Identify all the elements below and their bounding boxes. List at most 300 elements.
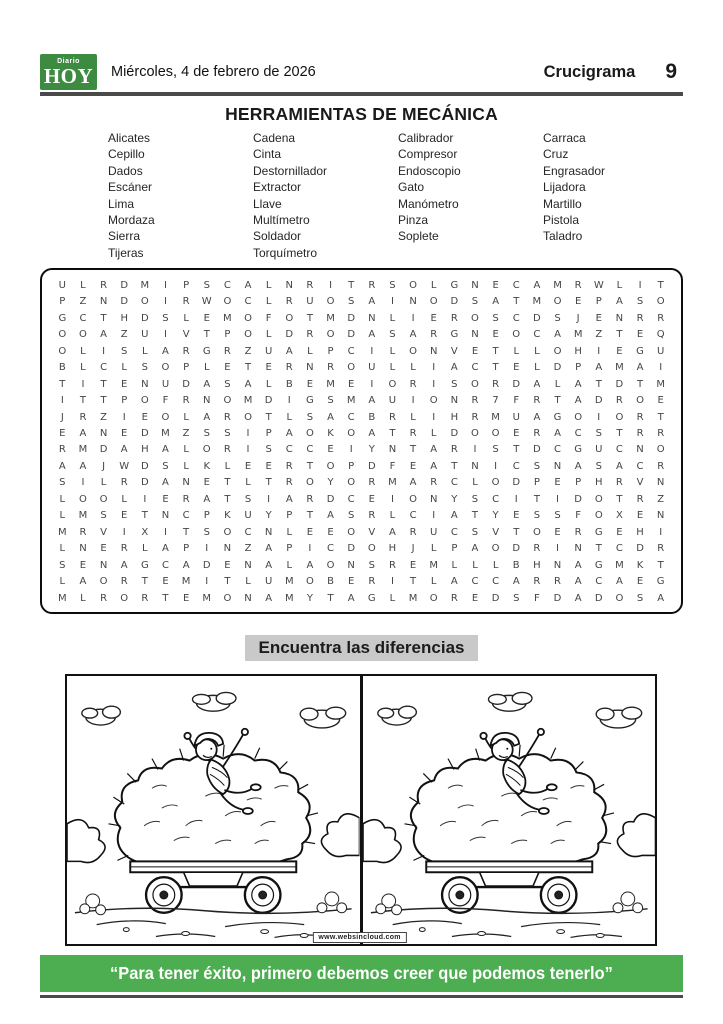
grid-letter: A [657, 592, 665, 604]
grid-letter: F [533, 592, 540, 604]
grid-letter: L [430, 543, 437, 555]
difference-panel-left [65, 674, 362, 946]
grid-letter: S [59, 477, 66, 489]
grid-letter: G [202, 345, 211, 357]
grid-letter: D [120, 296, 129, 308]
grid-letter: I [122, 526, 126, 538]
grid-letter: L [80, 362, 86, 374]
grid-letter: G [367, 592, 376, 604]
word-item: Gato [398, 180, 425, 195]
grid-letter: C [492, 493, 500, 505]
grid-letter: F [265, 312, 272, 324]
grid-letter: A [368, 296, 376, 308]
grid-letter: S [162, 460, 169, 472]
grid-letter: R [492, 378, 500, 390]
grid-letter: I [370, 345, 374, 357]
grid-letter: T [183, 526, 190, 538]
grid-letter: A [58, 460, 66, 472]
grid-letter: S [224, 428, 231, 440]
grid-letter: R [306, 493, 314, 505]
grid-letter: E [574, 296, 582, 308]
grid-letter: S [141, 362, 149, 374]
grid-letter: 7 [492, 395, 499, 407]
grid-letter: I [349, 444, 353, 456]
grid-letter: R [430, 477, 438, 489]
grid-letter: N [388, 444, 397, 456]
word-item: Sierra [108, 229, 141, 244]
grid-letter: T [244, 362, 252, 374]
grid-letter: I [81, 477, 85, 489]
word-item: Lijadora [543, 180, 586, 195]
word-column [543, 130, 688, 261]
grid-letter: L [534, 345, 540, 357]
grid-letter: T [79, 395, 86, 407]
grid-letter: L [265, 296, 272, 308]
grid-letter: A [120, 559, 128, 571]
grid-letter: M [78, 510, 88, 522]
grid-letter: M [202, 592, 212, 604]
grid-letter: O [615, 592, 624, 604]
word-item: Llave [253, 196, 282, 211]
grid-letter: T [224, 576, 231, 588]
grid-letter: O [223, 526, 232, 538]
grid-letter: R [533, 395, 541, 407]
grid-letter: I [390, 296, 394, 308]
grid-letter: A [595, 362, 603, 374]
grid-letter: D [347, 312, 356, 324]
falling-hay-cart-illustration [67, 676, 360, 944]
grid-letter: L [534, 362, 540, 374]
grid-letter: B [512, 559, 520, 571]
grid-letter: H [636, 526, 644, 538]
grid-letter: C [161, 559, 169, 571]
grid-letter: A [244, 378, 252, 390]
grid-letter: R [636, 428, 644, 440]
grid-letter: O [491, 477, 500, 489]
grid-letter: L [389, 362, 396, 374]
grid-letter: D [512, 378, 521, 390]
grid-letter: E [203, 312, 210, 324]
grid-letter: A [203, 411, 211, 423]
grid-letter: U [244, 510, 252, 522]
grid-letter: O [99, 493, 108, 505]
grid-letter: E [513, 362, 520, 374]
grid-letter: I [122, 411, 126, 423]
word-item: Tijeras [108, 245, 144, 260]
grid-letter: A [450, 510, 458, 522]
grid-letter: T [410, 444, 417, 456]
grid-letter: Z [657, 493, 665, 505]
grid-letter: U [264, 576, 273, 588]
grid-letter: H [120, 312, 128, 324]
word-item: Dados [108, 163, 143, 178]
word-item: Cruz [543, 147, 569, 162]
grid-letter: T [389, 428, 396, 440]
grid-letter: A [450, 576, 458, 588]
grid-letter: T [595, 543, 602, 555]
grid-letter: C [306, 444, 314, 456]
grid-letter: G [450, 279, 459, 291]
grid-letter: N [203, 395, 211, 407]
grid-letter: L [183, 312, 189, 324]
grid-letter: L [183, 411, 189, 423]
grid-letter: T [348, 279, 355, 291]
grid-letter: O [409, 493, 418, 505]
grid-letter: A [285, 428, 293, 440]
grid-letter: S [636, 592, 644, 604]
grid-letter: O [388, 378, 397, 390]
grid-letter: A [574, 576, 582, 588]
grid-letter: E [471, 592, 479, 604]
word-item: Cinta [253, 147, 282, 162]
grid-letter: R [285, 460, 293, 472]
grid-letter: M [326, 312, 335, 324]
grid-letter: O [574, 411, 583, 423]
grid-letter: O [79, 493, 87, 505]
grid-letter: R [430, 329, 438, 341]
grid-letter: L [616, 279, 623, 291]
grid-letter: C [471, 362, 479, 374]
grid-letter: U [58, 279, 66, 291]
grid-letter: D [594, 395, 603, 407]
grid-letter: R [554, 576, 561, 588]
grid-letter: V [636, 477, 644, 489]
grid-letter: O [532, 526, 541, 538]
grid-letter: L [307, 345, 313, 357]
grid-letter: V [182, 329, 190, 341]
grid-letter: U [368, 362, 376, 374]
grid-letter: I [556, 543, 559, 555]
grid-letter: W [119, 460, 130, 472]
grid-letter: B [285, 378, 293, 390]
grid-letter: X [615, 510, 623, 522]
grid-letter: R [471, 395, 479, 407]
grid-letter: E [595, 312, 602, 324]
grid-letter: C [492, 576, 500, 588]
grid-letter: E [430, 312, 437, 324]
grid-letter: E [182, 592, 190, 604]
grid-letter: P [183, 362, 190, 374]
grid-letter: C [636, 460, 644, 472]
grid-letter: D [367, 460, 376, 472]
grid-letter: M [615, 362, 624, 374]
grid-letter: E [79, 559, 87, 571]
grid-letter: T [100, 312, 107, 324]
grid-letter: N [161, 510, 170, 522]
word-column [253, 130, 398, 261]
word-item: Carraca [543, 131, 586, 145]
grid-letter: U [430, 526, 438, 538]
grid-letter: A [79, 576, 87, 588]
grid-letter: I [246, 444, 250, 456]
grid-letter: E [554, 526, 561, 538]
grid-letter: A [450, 362, 458, 374]
grid-letter: N [79, 543, 87, 555]
grid-letter: O [79, 329, 87, 341]
logo-hoy-text: HOY [43, 63, 94, 88]
grid-letter: O [367, 543, 376, 555]
grid-letter: A [574, 378, 582, 390]
grid-letter: M [553, 279, 562, 291]
grid-letter: S [203, 526, 210, 538]
grid-letter: O [161, 411, 170, 423]
grid-letter: Z [244, 543, 252, 555]
grid-letter: C [533, 329, 541, 341]
grid-letter: S [389, 329, 396, 341]
grid-letter: O [244, 312, 252, 324]
word-item: Taladro [543, 229, 583, 244]
grid-letter: O [305, 428, 314, 440]
grid-letter: L [80, 592, 86, 604]
grid-letter: D [140, 460, 149, 472]
grid-letter: L [203, 362, 210, 374]
grid-letter: E [327, 444, 334, 456]
grid-letter: R [182, 296, 190, 308]
grid-letter: D [120, 279, 129, 291]
diario-hoy-logo [40, 54, 97, 90]
word-item: Compresor [398, 147, 458, 162]
grid-letter: E [265, 362, 272, 374]
grid-letter: I [287, 395, 291, 407]
grid-letter: U [306, 296, 314, 308]
grid-letter: C [347, 493, 355, 505]
grid-letter: I [473, 444, 477, 456]
grid-letter: V [450, 345, 458, 357]
word-item: Endoscopio [398, 163, 461, 178]
word-item: Multímetro [253, 213, 310, 228]
word-item: Engrasador [543, 163, 606, 178]
grid-letter: S [471, 296, 479, 308]
grid-letter: N [223, 543, 232, 555]
grid-letter: D [202, 559, 211, 571]
grid-letter: P [451, 543, 458, 555]
grid-letter: R [285, 477, 293, 489]
grid-letter: R [615, 395, 623, 407]
grid-letter: I [659, 362, 663, 374]
grid-letter: R [657, 460, 665, 472]
grid-letter: E [409, 460, 417, 472]
grid-letter: E [265, 460, 272, 472]
grid-letter: T [492, 345, 499, 357]
grid-letter: R [120, 543, 128, 555]
grid-letter: O [58, 345, 67, 357]
grid-letter: U [161, 378, 170, 390]
grid-letter: L [80, 345, 86, 357]
grid-letter: S [554, 312, 561, 324]
grid-letter: Y [451, 493, 458, 505]
grid-letter: I [411, 395, 415, 407]
grid-letter: I [432, 411, 436, 423]
grid-letter: Z [595, 329, 603, 341]
grid-letter: L [389, 592, 396, 604]
grid-letter: M [243, 395, 253, 407]
grid-letter: G [553, 411, 562, 423]
grid-letter: U [657, 345, 665, 357]
grid-letter: R [574, 526, 582, 538]
grid-letter: S [347, 510, 355, 522]
grid-letter: C [615, 543, 623, 555]
grid-letter: E [306, 526, 314, 538]
grid-letter: S [265, 444, 272, 456]
grid-letter: N [553, 460, 562, 472]
grid-letter: S [224, 378, 231, 390]
grid-letter: I [370, 378, 374, 390]
grid-letter: H [574, 345, 582, 357]
grid-letter: S [451, 378, 458, 390]
grid-letter: E [636, 329, 644, 341]
grid-letter: D [264, 395, 273, 407]
grid-letter: R [120, 477, 128, 489]
grid-letter: N [574, 543, 582, 555]
grid-letter: I [432, 378, 436, 390]
grid-letter: A [162, 543, 169, 555]
grid-letter: R [388, 559, 396, 571]
grid-letter: L [121, 493, 127, 505]
grid-letter: E [224, 362, 231, 374]
grid-letter: R [79, 411, 87, 423]
grid-letter: T [616, 329, 623, 341]
grid-letter: M [388, 477, 397, 489]
grid-letter: M [284, 576, 294, 588]
grid-letter: P [59, 296, 66, 308]
grid-letter: R [306, 279, 314, 291]
grid-letter: R [79, 526, 87, 538]
grid-letter: N [656, 510, 665, 522]
grid-letter: T [265, 477, 272, 489]
grid-letter: E [368, 493, 375, 505]
grid-letter: T [224, 493, 231, 505]
grid-letter: R [533, 428, 541, 440]
word-item: Torquímetro [253, 245, 318, 260]
grid-letter: O [347, 362, 356, 374]
grid-letter: O [347, 477, 356, 489]
grid-letter: C [512, 279, 520, 291]
grid-letter: O [471, 312, 479, 324]
grid-letter: R [368, 576, 376, 588]
grid-letter: N [409, 296, 417, 308]
grid-letter: L [430, 279, 437, 291]
grid-letter: A [574, 395, 582, 407]
grid-letter: D [326, 493, 335, 505]
grid-letter: A [512, 576, 520, 588]
grid-letter: R [409, 428, 417, 440]
grid-letter: U [595, 444, 603, 456]
grid-letter: D [347, 329, 356, 341]
grid-letter: C [285, 444, 293, 456]
grid-letter: E [100, 543, 107, 555]
grid-letter: E [636, 576, 644, 588]
grid-letter: T [595, 378, 602, 390]
grid-letter: A [79, 428, 87, 440]
grid-letter: I [432, 510, 436, 522]
grid-letter: O [326, 460, 335, 472]
grid-letter: O [305, 477, 314, 489]
grid-letter: R [100, 279, 108, 291]
grid-letter: R [368, 279, 376, 291]
grid-letter: S [492, 444, 499, 456]
grid-letter: T [100, 378, 107, 390]
grid-letter: O [99, 576, 108, 588]
grid-letter: L [245, 576, 251, 588]
grid-letter: D [553, 592, 562, 604]
grid-letter: R [141, 592, 149, 604]
grid-letter: S [471, 526, 479, 538]
grid-letter: N [306, 362, 314, 374]
grid-letter: I [597, 411, 601, 423]
grid-letter: A [636, 362, 644, 374]
grid-letter: R [182, 493, 190, 505]
word-item: Pinza [398, 213, 429, 228]
grid-letter: O [244, 411, 252, 423]
grid-letter: I [556, 493, 559, 505]
grid-letter: T [554, 395, 561, 407]
grid-letter: K [636, 559, 644, 571]
grid-letter: H [595, 477, 603, 489]
grid-letter: E [162, 576, 169, 588]
logo-diario-text: Diario [57, 57, 80, 65]
grid-letter: N [471, 460, 479, 472]
grid-letter: C [615, 444, 623, 456]
grid-letter: A [347, 592, 355, 604]
grid-letter: L [245, 477, 251, 489]
grid-letter: P [575, 477, 582, 489]
grid-letter: L [100, 477, 107, 489]
grid-letter: A [533, 411, 541, 423]
grid-letter: O [285, 312, 294, 324]
grid-letter: R [285, 362, 293, 374]
grid-letter: R [450, 312, 458, 324]
grid-letter: J [102, 460, 106, 472]
grid-letter: P [575, 362, 582, 374]
grid-letter: T [203, 329, 210, 341]
grid-letter: T [513, 526, 520, 538]
grid-letter: R [409, 526, 417, 538]
grid-letter: S [347, 296, 355, 308]
grid-letter: S [244, 493, 252, 505]
grid-letter: S [327, 395, 334, 407]
grid-letter: I [164, 279, 167, 291]
grid-letter: M [346, 395, 356, 407]
grid-letter: A [265, 559, 273, 571]
grid-letter: C [595, 576, 603, 588]
grid-letter: O [140, 296, 149, 308]
grid-letter: Y [492, 510, 499, 522]
grid-letter: A [327, 510, 334, 522]
grid-letter: I [597, 345, 601, 357]
word-item: Alicates [108, 131, 151, 145]
word-item: Cepillo [108, 147, 145, 162]
grid-letter: S [59, 559, 66, 571]
grid-letter: I [81, 378, 85, 390]
grid-letter: T [306, 460, 313, 472]
grid-letter: O [409, 345, 418, 357]
grid-letter: J [411, 543, 415, 555]
grid-letter: A [430, 444, 438, 456]
grid-letter: O [471, 428, 479, 440]
grid-letter: O [326, 329, 335, 341]
grid-letter: M [429, 559, 439, 571]
grid-letter: A [615, 576, 623, 588]
grid-letter: I [102, 345, 106, 357]
grid-letter: A [430, 460, 438, 472]
grid-letter: R [636, 411, 644, 423]
grid-letter: A [574, 592, 582, 604]
grid-letter: P [286, 510, 293, 522]
grid-letter: O [58, 329, 67, 341]
grid-letter: I [246, 428, 250, 440]
grid-letter: L [80, 279, 86, 291]
grid-letter: N [368, 312, 376, 324]
